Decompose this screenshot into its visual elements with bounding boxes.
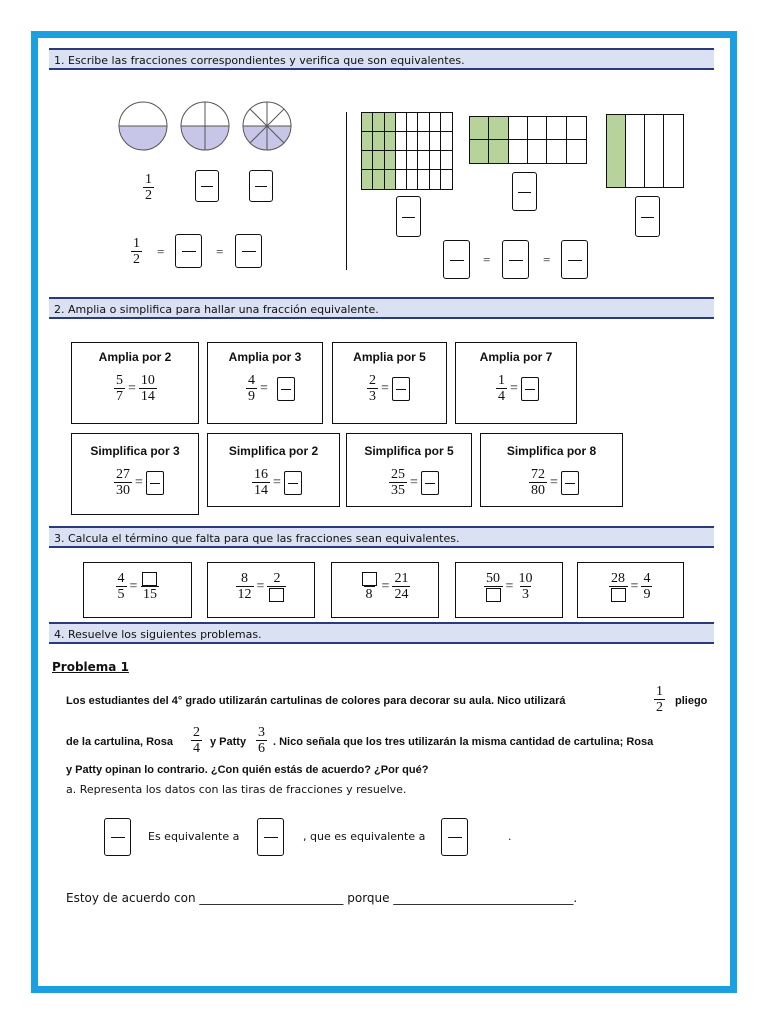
answer-box[interactable] <box>421 471 439 495</box>
grid-sixths <box>469 116 587 164</box>
because-label: porque <box>347 891 390 905</box>
fraction-denominator: 9 <box>643 587 651 602</box>
fraction-denominator: 80 <box>531 483 545 498</box>
card-title: Amplia por 3 <box>228 350 302 364</box>
fraction-denominator: 9 <box>248 389 255 404</box>
fraction-denominator: 15 <box>142 587 157 602</box>
answer-box-grid-eq-3[interactable] <box>561 240 588 279</box>
equals-sign: = <box>216 244 224 259</box>
fraction-denominator: 30 <box>116 483 130 498</box>
fraction-denominator: 7 <box>116 389 123 404</box>
fraction-denominator: 5 <box>117 587 125 602</box>
problem-line-2b: y Patty <box>210 736 247 748</box>
grid-cell <box>396 132 407 151</box>
grid-cell <box>396 151 407 170</box>
problem-title: Problema 1 <box>52 660 129 674</box>
grid-cell <box>418 132 429 151</box>
fraction-denominator: 6 <box>258 741 265 756</box>
fraction-numerator: 2 <box>193 725 200 740</box>
fraction-numerator: 4 <box>643 571 651 586</box>
card-title: Amplia por 5 <box>353 350 426 364</box>
answer-box-eq-1[interactable] <box>175 234 202 268</box>
answer-box-problem-1[interactable] <box>104 818 131 856</box>
grid-cell <box>441 132 452 151</box>
grid-cell <box>645 115 664 187</box>
grid-cell <box>385 113 396 132</box>
problem-line-1: Los estudiantes del 4° grado utilizarán cartulinas de colores para decorar su aula. Nico utilizará <box>66 695 566 707</box>
grid-cell <box>396 113 407 132</box>
fraction-numerator: 50 <box>486 571 501 586</box>
fraction-circles <box>115 98 295 158</box>
card-amplia-7 <box>455 342 577 424</box>
grid-cell <box>441 170 452 189</box>
fraction-numerator: 10 <box>140 373 155 388</box>
card-title: Simplifica por 5 <box>364 444 454 458</box>
fraction-denominator: 2 <box>133 252 140 267</box>
equals-sign: = <box>483 252 491 267</box>
card-simplifica-8 <box>480 433 623 507</box>
answer-box[interactable] <box>146 471 164 495</box>
card-title: Amplia por 2 <box>98 350 172 364</box>
equals-sign: = <box>543 252 551 267</box>
grid-cell <box>528 140 547 163</box>
answer-box-eighths[interactable] <box>249 170 273 202</box>
grid-cell <box>547 140 566 163</box>
equals-sign: = <box>410 474 418 490</box>
answer-box[interactable] <box>521 377 539 401</box>
grid-cell <box>362 132 373 151</box>
grid-cell <box>567 117 586 140</box>
grid-cell <box>373 132 384 151</box>
card-simplifica-2 <box>207 433 340 507</box>
fraction-denominator: 14 <box>254 483 268 498</box>
missing-term-5 <box>577 562 684 618</box>
fraction-numerator: 1 <box>498 373 505 388</box>
fraction-numerator: 72 <box>531 467 545 482</box>
answer-box-grid-3[interactable] <box>635 196 660 237</box>
grid-cell <box>489 117 508 140</box>
answer-box-grid-1[interactable] <box>396 196 421 237</box>
card-amplia-2 <box>71 342 199 424</box>
fraction-numerator: 4 <box>117 571 125 586</box>
card-title: Simplifica por 2 <box>228 444 319 458</box>
answer-box[interactable] <box>561 471 579 495</box>
grid-cell <box>407 132 418 151</box>
missing-term-2 <box>207 562 315 618</box>
grid-cell <box>430 132 441 151</box>
equals-sign: = <box>630 578 639 594</box>
text-equivalent-1: Es equivalente a <box>148 830 240 843</box>
fraction-numerator: 2 <box>369 373 376 388</box>
card-title: Amplia por 7 <box>479 350 553 364</box>
equals-sign: = <box>260 380 268 396</box>
card-simplifica-3 <box>71 433 199 515</box>
problem-item-a: a. Representa los datos con las tiras de fracciones y resuelve. <box>66 783 407 796</box>
missing-box[interactable] <box>486 588 501 602</box>
fraction-numerator: 3 <box>258 725 265 740</box>
equals-sign: = <box>510 380 518 396</box>
fraction-numerator: 25 <box>391 467 405 482</box>
grid-cell <box>407 170 418 189</box>
grid-cell <box>430 113 441 132</box>
grid-cell <box>626 115 645 187</box>
circle-quarters <box>181 102 229 150</box>
fraction-numerator: 21 <box>394 571 409 586</box>
grid-cell <box>396 170 407 189</box>
card-amplia-5 <box>332 342 447 424</box>
answer-box-grid-eq-2[interactable] <box>502 240 529 279</box>
missing-box[interactable] <box>142 572 157 586</box>
fraction-numerator: 1 <box>145 172 152 187</box>
fraction-denominator: 3 <box>369 389 376 404</box>
fraction-one-half-eq <box>131 236 142 267</box>
answer-box-quarters[interactable] <box>195 170 219 202</box>
agree-blank[interactable]: ________________________ <box>199 891 344 905</box>
grid-cell <box>362 113 373 132</box>
answer-box-grid-eq-1[interactable] <box>443 240 470 279</box>
answer-box[interactable] <box>392 377 410 401</box>
answer-box[interactable] <box>284 471 302 495</box>
fraction-numerator: 27 <box>116 467 130 482</box>
equals-sign: = <box>128 380 136 396</box>
grid-cell <box>470 117 489 140</box>
card-simplifica-5 <box>346 433 472 507</box>
grid-cell <box>418 113 429 132</box>
fraction-denominator: 4 <box>193 741 200 756</box>
grid-cell <box>489 140 508 163</box>
because-blank[interactable]: ______________________________. <box>393 891 578 905</box>
grid-cell <box>373 151 384 170</box>
grid-cell <box>470 140 489 163</box>
section-2-header: 2. Amplia o simplifica para hallar una fracción equivalente. <box>49 297 714 319</box>
fraction-denominator: 35 <box>391 483 405 498</box>
fraction-one-half <box>143 172 154 203</box>
fraction-denominator: 2 <box>145 188 152 203</box>
grid-cell <box>362 151 373 170</box>
fraction-denominator: 12 <box>237 587 252 602</box>
agree-label: Estoy de acuerdo con <box>66 891 196 905</box>
grid-cell <box>441 151 452 170</box>
grid-cell <box>607 115 626 187</box>
grid-cell <box>430 170 441 189</box>
equals-sign: = <box>129 578 138 594</box>
fraction-nico <box>654 684 665 715</box>
fraction-numerator: 4 <box>248 373 255 388</box>
grid-cell <box>418 170 429 189</box>
fraction-denominator: 8 <box>365 587 373 602</box>
fraction-numerator: 28 <box>611 571 626 586</box>
grid-cell <box>418 151 429 170</box>
grid-eighths <box>361 112 453 190</box>
grid-cell <box>528 117 547 140</box>
agree-line <box>66 891 577 905</box>
circle-halves <box>119 102 167 150</box>
fraction-numerator: 10 <box>518 571 533 586</box>
answer-box-problem-3[interactable] <box>441 818 468 856</box>
final-period: . <box>508 830 512 843</box>
divider-line <box>346 112 347 270</box>
fraction-numerator: 16 <box>254 467 268 482</box>
equals-sign: = <box>256 578 265 594</box>
grid-cell <box>385 170 396 189</box>
equals-sign: = <box>135 474 143 490</box>
card-title: Simplifica por 3 <box>90 444 180 458</box>
grid-cell <box>509 117 528 140</box>
grid-cell <box>373 170 384 189</box>
section-4-header: 4. Resuelve los siguientes problemas. <box>49 622 714 644</box>
fraction-numerator: 5 <box>116 373 123 388</box>
equals-sign: = <box>381 380 389 396</box>
fraction-numerator: 1 <box>656 684 663 699</box>
grid-cell <box>407 113 418 132</box>
section-3-header: 3. Calcula el término que falta para que las fracciones sean equivalentes. <box>49 526 714 548</box>
problem-line-3: y Patty opinan lo contrario. ¿Con quién estás de acuerdo? ¿Por qué? <box>66 764 429 776</box>
problem-line-2a: de la cartulina, Rosa <box>66 736 173 748</box>
equals-sign: = <box>505 578 514 594</box>
problem-line-2c: . Nico señala que los tres utilizarán la misma cantidad de cartulina; Rosa <box>273 736 654 748</box>
fraction-numerator: 2 <box>273 571 281 586</box>
fraction-denominator: 14 <box>140 389 155 404</box>
answer-box-problem-2[interactable] <box>257 818 284 856</box>
grid-cell <box>441 113 452 132</box>
answer-box-grid-2[interactable] <box>512 172 537 211</box>
fraction-denominator: 4 <box>498 389 505 404</box>
card-title: Simplifica por 8 <box>506 444 597 458</box>
grid-cell <box>385 151 396 170</box>
fraction-numerator: 8 <box>241 571 249 586</box>
grid-cell <box>567 140 586 163</box>
text-equivalent-2: , que es equivalente a <box>303 830 426 843</box>
fraction-rosa <box>191 725 202 756</box>
fraction-patty <box>256 725 267 756</box>
equals-sign: = <box>157 244 165 259</box>
equals-sign: = <box>550 474 558 490</box>
grid-cell <box>547 117 566 140</box>
missing-term-4 <box>455 562 563 618</box>
section-1-header: 1. Escribe las fracciones correspondientes y verifica que son equivalentes. <box>49 48 714 70</box>
card-amplia-3 <box>207 342 323 424</box>
answer-box[interactable] <box>277 377 295 401</box>
fraction-denominator: 24 <box>394 587 409 602</box>
fraction-numerator: 1 <box>133 236 140 251</box>
equals-sign: = <box>273 474 281 490</box>
circle-eighths <box>243 102 291 150</box>
equals-sign: = <box>381 578 390 594</box>
grid-cell <box>373 113 384 132</box>
grid-cell <box>385 132 396 151</box>
grid-cell <box>407 151 418 170</box>
grid-quarters <box>606 114 684 188</box>
grid-cell <box>430 151 441 170</box>
missing-box[interactable] <box>611 588 626 602</box>
missing-box[interactable] <box>362 572 377 586</box>
word-pliego: pliego <box>675 695 708 707</box>
missing-box[interactable] <box>269 588 284 602</box>
grid-cell <box>664 115 683 187</box>
answer-box-eq-2[interactable] <box>235 234 262 268</box>
grid-cell <box>362 170 373 189</box>
fraction-denominator: 2 <box>656 700 663 715</box>
fraction-denominator: 3 <box>521 587 529 602</box>
missing-term-3 <box>331 562 439 618</box>
missing-term-1 <box>83 562 192 618</box>
grid-cell <box>509 140 528 163</box>
